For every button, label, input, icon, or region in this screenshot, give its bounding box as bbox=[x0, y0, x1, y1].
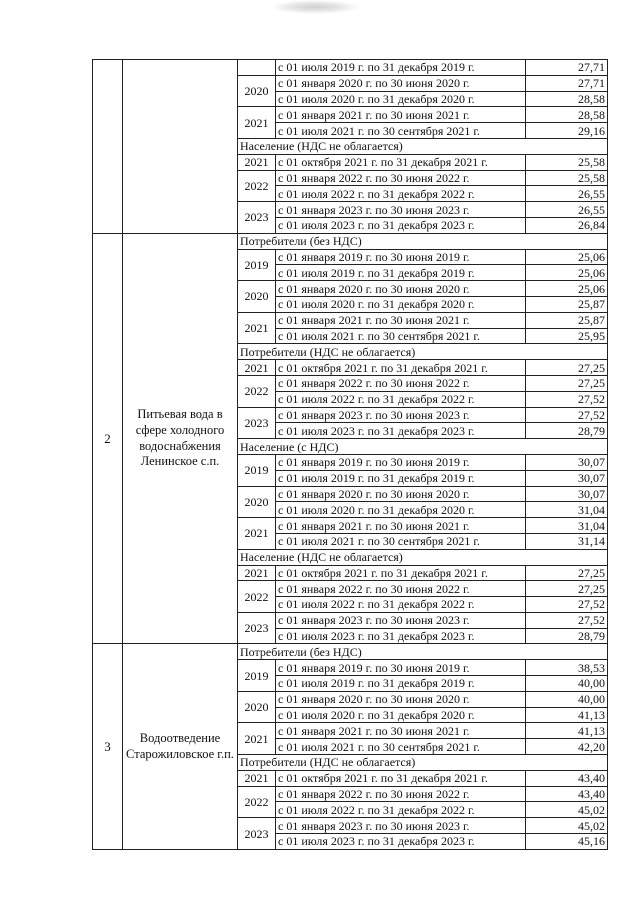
tariff-value: 41,13 bbox=[526, 707, 608, 723]
service-name bbox=[123, 60, 238, 234]
period-cell: с 01 января 2020 г. по 30 июня 2020 г. bbox=[276, 75, 526, 91]
group-label: Население (НДС не облагается) bbox=[238, 138, 608, 154]
tariff-value: 25,58 bbox=[526, 170, 608, 186]
period-cell: с 01 января 2021 г. по 30 июня 2021 г. bbox=[276, 518, 526, 534]
period-cell: с 01 октября 2021 г. по 31 декабря 2021 г. bbox=[276, 360, 526, 376]
tariff-value: 28,58 bbox=[526, 91, 608, 107]
year-cell: 2020 bbox=[238, 486, 276, 518]
tariff-value: 38,53 bbox=[526, 660, 608, 676]
year-cell: 2022 bbox=[238, 170, 276, 202]
tariff-value: 40,00 bbox=[526, 691, 608, 707]
tariff-value: 28,79 bbox=[526, 628, 608, 644]
table-row bbox=[93, 644, 608, 660]
period-cell: с 01 июля 2022 г. по 31 декабря 2022 г. bbox=[276, 186, 526, 202]
period-cell: с 01 января 2022 г. по 30 июня 2022 г. bbox=[276, 581, 526, 597]
row-number bbox=[93, 60, 123, 234]
period-cell: с 01 июля 2023 г. по 31 декабря 2023 г. bbox=[276, 628, 526, 644]
tariff-value: 30,07 bbox=[526, 470, 608, 486]
year-cell: 2019 bbox=[238, 454, 276, 486]
period-cell: с 01 июля 2023 г. по 31 декабря 2023 г. bbox=[276, 217, 526, 233]
year-cell bbox=[238, 60, 276, 76]
period-cell: с 01 июля 2020 г. по 31 декабря 2020 г. bbox=[276, 502, 526, 518]
period-cell: с 01 октября 2021 г. по 31 декабря 2021 г. bbox=[276, 565, 526, 581]
period-cell: с 01 июля 2020 г. по 31 декабря 2020 г. bbox=[276, 707, 526, 723]
period-cell: с 01 октября 2021 г. по 31 декабря 2021 г. bbox=[276, 154, 526, 170]
year-cell: 2021 bbox=[238, 565, 276, 581]
tariff-value: 45,02 bbox=[526, 818, 608, 834]
period-cell: с 01 июля 2021 г. по 30 сентября 2021 г. bbox=[276, 533, 526, 549]
year-cell: 2023 bbox=[238, 818, 276, 850]
year-cell: 2023 bbox=[238, 202, 276, 234]
period-cell: с 01 января 2020 г. по 30 июня 2020 г. bbox=[276, 691, 526, 707]
tariff-value: 26,55 bbox=[526, 186, 608, 202]
tariff-value: 27,25 bbox=[526, 375, 608, 391]
tariff-value: 25,87 bbox=[526, 312, 608, 328]
year-cell: 2020 bbox=[238, 75, 276, 107]
seal-stamp bbox=[270, 0, 360, 14]
year-cell: 2021 bbox=[238, 360, 276, 376]
period-cell: с 01 июля 2019 г. по 31 декабря 2019 г. bbox=[276, 265, 526, 281]
tariff-value: 45,16 bbox=[526, 834, 608, 850]
tariff-value: 28,58 bbox=[526, 107, 608, 123]
year-cell: 2020 bbox=[238, 691, 276, 723]
tariff-value: 27,52 bbox=[526, 597, 608, 613]
year-cell: 2022 bbox=[238, 786, 276, 818]
group-label: Население (с НДС) bbox=[238, 439, 608, 455]
tariff-value: 25,58 bbox=[526, 154, 608, 170]
group-label: Потребители (НДС не облагается) bbox=[238, 344, 608, 360]
tariff-value: 31,14 bbox=[526, 533, 608, 549]
period-cell: с 01 июля 2022 г. по 31 декабря 2022 г. bbox=[276, 597, 526, 613]
period-cell: с 01 июля 2019 г. по 31 декабря 2019 г. bbox=[276, 470, 526, 486]
year-cell: 2021 bbox=[238, 518, 276, 550]
period-cell: с 01 июля 2021 г. по 30 сентября 2021 г. bbox=[276, 123, 526, 139]
period-cell: с 01 июля 2021 г. по 30 сентября 2021 г. bbox=[276, 739, 526, 755]
period-cell: с 01 января 2021 г. по 30 июня 2021 г. bbox=[276, 723, 526, 739]
tariff-value: 31,04 bbox=[526, 518, 608, 534]
tariff-value: 30,07 bbox=[526, 454, 608, 470]
period-cell: с 01 января 2023 г. по 30 июня 2023 г. bbox=[276, 407, 526, 423]
period-cell: с 01 июля 2023 г. по 31 декабря 2023 г. bbox=[276, 423, 526, 439]
tariff-value: 27,25 bbox=[526, 360, 608, 376]
row-number: 2 bbox=[93, 233, 123, 644]
period-cell: с 01 января 2020 г. по 30 июня 2020 г. bbox=[276, 486, 526, 502]
period-cell: с 01 января 2021 г. по 30 июня 2021 г. bbox=[276, 107, 526, 123]
tariff-value: 25,87 bbox=[526, 296, 608, 312]
group-label: Потребители (без НДС) bbox=[238, 233, 608, 249]
period-cell: с 01 января 2023 г. по 30 июня 2023 г. bbox=[276, 612, 526, 628]
year-cell: 2023 bbox=[238, 612, 276, 644]
tariff-value: 26,84 bbox=[526, 217, 608, 233]
year-cell: 2019 bbox=[238, 249, 276, 281]
group-label: Население (НДС не облагается) bbox=[238, 549, 608, 565]
tariff-value: 43,40 bbox=[526, 770, 608, 786]
tariff-table-body bbox=[93, 60, 608, 850]
table-row bbox=[93, 233, 608, 249]
group-label: Потребители (без НДС) bbox=[238, 644, 608, 660]
period-cell: с 01 октября 2021 г. по 31 декабря 2021 г. bbox=[276, 770, 526, 786]
table-row bbox=[93, 60, 608, 76]
period-cell: с 01 июля 2023 г. по 31 декабря 2023 г. bbox=[276, 834, 526, 850]
year-cell: 2023 bbox=[238, 407, 276, 439]
tariff-value: 27,52 bbox=[526, 407, 608, 423]
period-cell: с 01 января 2020 г. по 30 июня 2020 г. bbox=[276, 281, 526, 297]
year-cell: 2021 bbox=[238, 154, 276, 170]
year-cell: 2021 bbox=[238, 312, 276, 344]
row-number: 3 bbox=[93, 644, 123, 849]
period-cell: с 01 января 2023 г. по 30 июня 2023 г. bbox=[276, 202, 526, 218]
tariff-value: 27,52 bbox=[526, 391, 608, 407]
tariff-value: 27,71 bbox=[526, 60, 608, 76]
tariff-value: 28,79 bbox=[526, 423, 608, 439]
period-cell: с 01 июля 2019 г. по 31 декабря 2019 г. bbox=[276, 676, 526, 692]
period-cell: с 01 января 2019 г. по 30 июня 2019 г. bbox=[276, 660, 526, 676]
period-cell: с 01 января 2022 г. по 30 июня 2022 г. bbox=[276, 170, 526, 186]
service-name: Питьевая вода в сфере холодного водоснабжения Ленинское с.п. bbox=[123, 233, 238, 644]
tariff-value: 27,71 bbox=[526, 75, 608, 91]
year-cell: 2021 bbox=[238, 723, 276, 755]
tariff-value: 42,20 bbox=[526, 739, 608, 755]
year-cell: 2022 bbox=[238, 581, 276, 613]
period-cell: с 01 июля 2022 г. по 31 декабря 2022 г. bbox=[276, 802, 526, 818]
period-cell: с 01 июля 2020 г. по 31 декабря 2020 г. bbox=[276, 91, 526, 107]
period-cell: с 01 января 2019 г. по 30 июня 2019 г. bbox=[276, 249, 526, 265]
tariff-value: 27,25 bbox=[526, 581, 608, 597]
tariff-value: 45,02 bbox=[526, 802, 608, 818]
tariff-value: 26,55 bbox=[526, 202, 608, 218]
year-cell: 2021 bbox=[238, 107, 276, 139]
period-cell: с 01 января 2021 г. по 30 июня 2021 г. bbox=[276, 312, 526, 328]
tariff-table bbox=[92, 59, 608, 850]
year-cell: 2020 bbox=[238, 281, 276, 313]
tariff-value: 43,40 bbox=[526, 786, 608, 802]
tariff-value: 25,06 bbox=[526, 249, 608, 265]
period-cell: с 01 июля 2022 г. по 31 декабря 2022 г. bbox=[276, 391, 526, 407]
period-cell: с 01 января 2023 г. по 30 июня 2023 г. bbox=[276, 818, 526, 834]
year-cell: 2021 bbox=[238, 770, 276, 786]
tariff-value: 31,04 bbox=[526, 502, 608, 518]
tariff-value: 27,52 bbox=[526, 612, 608, 628]
tariff-value: 29,16 bbox=[526, 123, 608, 139]
period-cell: с 01 января 2022 г. по 30 июня 2022 г. bbox=[276, 786, 526, 802]
service-name: Водоотведение Старожиловское г.п. bbox=[123, 644, 238, 849]
tariff-value: 25,06 bbox=[526, 265, 608, 281]
year-cell: 2022 bbox=[238, 375, 276, 407]
group-label: Потребители (НДС не облагается) bbox=[238, 755, 608, 771]
tariff-value: 25,95 bbox=[526, 328, 608, 344]
period-cell: с 01 июля 2020 г. по 31 декабря 2020 г. bbox=[276, 296, 526, 312]
period-cell: с 01 июля 2021 г. по 30 сентября 2021 г. bbox=[276, 328, 526, 344]
tariff-value: 40,00 bbox=[526, 676, 608, 692]
tariff-value: 25,06 bbox=[526, 281, 608, 297]
tariff-value: 41,13 bbox=[526, 723, 608, 739]
period-cell: с 01 июля 2019 г. по 31 декабря 2019 г. bbox=[276, 60, 526, 76]
tariff-value: 30,07 bbox=[526, 486, 608, 502]
period-cell: с 01 января 2022 г. по 30 июня 2022 г. bbox=[276, 375, 526, 391]
year-cell: 2019 bbox=[238, 660, 276, 692]
tariff-value: 27,25 bbox=[526, 565, 608, 581]
period-cell: с 01 января 2019 г. по 30 июня 2019 г. bbox=[276, 454, 526, 470]
